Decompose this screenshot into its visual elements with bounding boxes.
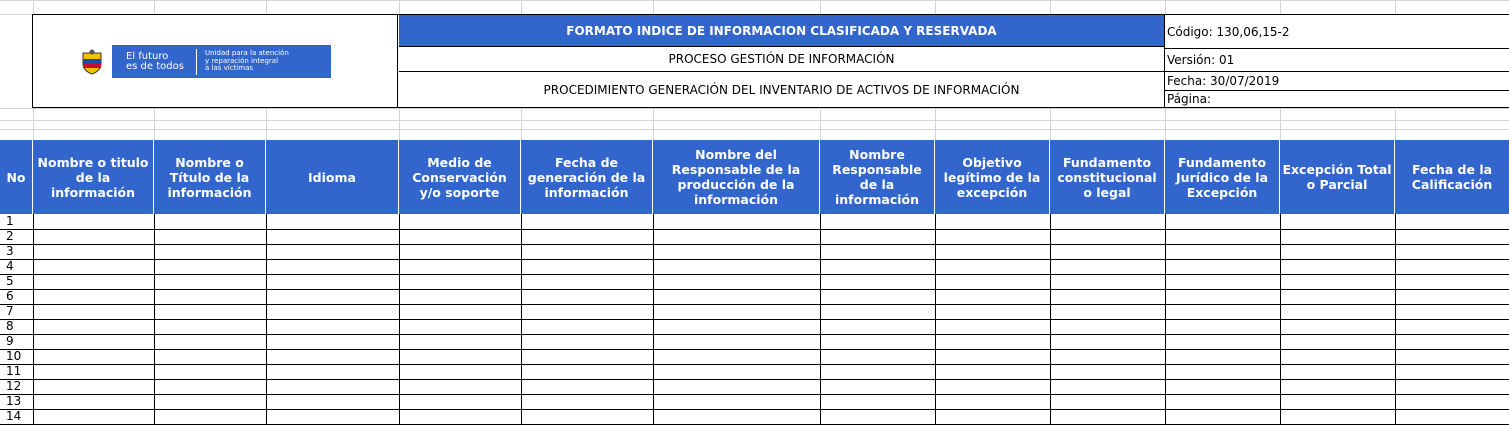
grid-row-line xyxy=(0,108,1509,109)
table-cell[interactable] xyxy=(399,394,521,409)
table-cell[interactable] xyxy=(1280,214,1395,229)
logo-text-line: a las víctimas xyxy=(205,64,254,73)
column-header-fecha-calificacion[interactable]: Fecha de la Calificación xyxy=(1395,140,1509,214)
column-header-nombre-titulo-2[interactable]: Nombre o Título de la información xyxy=(154,140,266,214)
table-cell[interactable] xyxy=(154,229,266,244)
table-cell[interactable] xyxy=(1165,229,1280,244)
table-cell[interactable] xyxy=(1395,274,1509,289)
table-cell[interactable] xyxy=(521,319,653,334)
grid-row-line xyxy=(0,120,1509,121)
table-cell[interactable] xyxy=(820,379,935,394)
table-cell[interactable] xyxy=(1280,319,1395,334)
table-cell[interactable] xyxy=(935,409,1050,424)
table-cell[interactable] xyxy=(1050,394,1165,409)
table-cell[interactable] xyxy=(1280,394,1395,409)
table-cell[interactable] xyxy=(266,334,399,349)
table-cell[interactable] xyxy=(820,394,935,409)
table-cell[interactable] xyxy=(1050,349,1165,364)
table-cell[interactable] xyxy=(154,274,266,289)
table-cell[interactable] xyxy=(1395,304,1509,319)
table-cell[interactable] xyxy=(33,409,154,424)
version-label: Versión: 01 xyxy=(1165,49,1509,72)
table-cell[interactable] xyxy=(1165,319,1280,334)
grid-row-line xyxy=(0,0,1509,1)
table-cell[interactable] xyxy=(1280,244,1395,259)
table-cell[interactable] xyxy=(935,319,1050,334)
table-cell[interactable] xyxy=(653,274,820,289)
table-column-border xyxy=(1050,214,1051,424)
table-cell[interactable] xyxy=(521,289,653,304)
table-cell[interactable] xyxy=(154,319,266,334)
row-number: 7 xyxy=(6,304,14,318)
table-cell[interactable] xyxy=(653,229,820,244)
table-cell[interactable] xyxy=(1165,334,1280,349)
row-number: 5 xyxy=(6,274,14,288)
table-cell[interactable] xyxy=(1050,334,1165,349)
table-cell[interactable] xyxy=(1165,394,1280,409)
table-cell[interactable] xyxy=(935,289,1050,304)
table-cell[interactable] xyxy=(1165,304,1280,319)
table-column-border xyxy=(1165,214,1166,424)
table-cell[interactable] xyxy=(1165,409,1280,424)
row-number: 10 xyxy=(6,349,22,363)
table-cell[interactable] xyxy=(1395,259,1509,274)
table-cell[interactable] xyxy=(266,319,399,334)
column-header-excepcion[interactable]: Excepción Total o Parcial xyxy=(1280,140,1395,214)
table-cell[interactable] xyxy=(521,334,653,349)
logo-text-line: Unidad para la atención xyxy=(205,49,289,58)
table-cell[interactable] xyxy=(1050,274,1165,289)
table-cell[interactable] xyxy=(935,244,1050,259)
logo-text-line: y reparación integral xyxy=(205,56,279,65)
table-cell[interactable] xyxy=(1395,229,1509,244)
table-cell[interactable] xyxy=(521,244,653,259)
table-cell[interactable] xyxy=(399,304,521,319)
table-column-border xyxy=(266,214,267,424)
table-cell[interactable] xyxy=(1395,394,1509,409)
table-column-border xyxy=(399,214,400,424)
table-cell[interactable] xyxy=(154,379,266,394)
table-cell[interactable] xyxy=(1165,244,1280,259)
table-cell[interactable] xyxy=(1050,409,1165,424)
table-cell[interactable] xyxy=(521,259,653,274)
table-cell[interactable] xyxy=(1280,349,1395,364)
column-header-fundamento-constitucional[interactable]: Fundamento constitucional o legal xyxy=(1050,140,1165,214)
table-cell[interactable] xyxy=(1165,274,1280,289)
table-column-border xyxy=(653,214,654,424)
table-cell[interactable] xyxy=(521,214,653,229)
table-cell[interactable] xyxy=(820,349,935,364)
table-cell[interactable] xyxy=(154,304,266,319)
table-cell[interactable] xyxy=(399,349,521,364)
table-cell[interactable] xyxy=(935,214,1050,229)
table-cell[interactable] xyxy=(1165,349,1280,364)
table-cell[interactable] xyxy=(399,409,521,424)
table-cell[interactable] xyxy=(820,274,935,289)
table-cell[interactable] xyxy=(521,304,653,319)
table-cell[interactable] xyxy=(1280,364,1395,379)
table-cell[interactable] xyxy=(33,364,154,379)
table-cell[interactable] xyxy=(33,334,154,349)
table-cell[interactable] xyxy=(820,409,935,424)
table-cell[interactable] xyxy=(33,379,154,394)
table-cell[interactable] xyxy=(399,214,521,229)
table-cell[interactable] xyxy=(1165,289,1280,304)
table-cell[interactable] xyxy=(266,364,399,379)
table-cell[interactable] xyxy=(266,379,399,394)
row-number: 2 xyxy=(6,229,14,243)
row-number: 1 xyxy=(6,214,14,228)
table-cell[interactable] xyxy=(1280,229,1395,244)
page-label: Página: xyxy=(1167,92,1212,106)
column-header-no[interactable]: No xyxy=(0,140,33,214)
table-cell[interactable] xyxy=(399,319,521,334)
table-cell[interactable] xyxy=(1165,214,1280,229)
table-column-border xyxy=(521,214,522,424)
table-cell[interactable] xyxy=(521,364,653,379)
table-cell[interactable] xyxy=(521,229,653,244)
table-cell[interactable] xyxy=(266,214,399,229)
table-cell[interactable] xyxy=(521,394,653,409)
row-number: 14 xyxy=(6,409,22,423)
colombia-shield-icon xyxy=(72,45,112,78)
table-cell[interactable] xyxy=(33,229,154,244)
table-cell[interactable] xyxy=(266,409,399,424)
table-cell[interactable] xyxy=(653,319,820,334)
row-number: 4 xyxy=(6,259,14,273)
table-cell[interactable] xyxy=(1280,274,1395,289)
column-header-responsable[interactable]: Nombre Responsable de la información xyxy=(820,140,935,214)
table-cell[interactable] xyxy=(33,274,154,289)
table-cell[interactable] xyxy=(1050,289,1165,304)
table-cell[interactable] xyxy=(521,349,653,364)
table-cell[interactable] xyxy=(935,379,1050,394)
table-cell[interactable] xyxy=(1395,319,1509,334)
table-column-border xyxy=(33,214,34,424)
table-cell[interactable] xyxy=(653,364,820,379)
code-label: Código: 130,06,15-2 xyxy=(1165,15,1509,49)
logo xyxy=(72,45,331,78)
table-cell[interactable] xyxy=(399,334,521,349)
table-cell[interactable] xyxy=(154,364,266,379)
table-cell[interactable] xyxy=(399,274,521,289)
table-cell[interactable] xyxy=(266,349,399,364)
table-cell[interactable] xyxy=(399,379,521,394)
table-cell[interactable] xyxy=(1280,289,1395,304)
table-cell[interactable] xyxy=(33,289,154,304)
table-cell[interactable] xyxy=(1165,379,1280,394)
table-cell[interactable] xyxy=(1050,229,1165,244)
table-cell[interactable] xyxy=(1050,304,1165,319)
table-cell[interactable] xyxy=(1165,259,1280,274)
logo-text-line: es de todos xyxy=(126,60,184,72)
table-cell[interactable] xyxy=(935,394,1050,409)
table-cell[interactable] xyxy=(935,349,1050,364)
table-cell[interactable] xyxy=(1050,319,1165,334)
table-cell[interactable] xyxy=(154,244,266,259)
table-cell[interactable] xyxy=(1280,379,1395,394)
table-cell[interactable] xyxy=(33,259,154,274)
table-cell[interactable] xyxy=(1280,409,1395,424)
process-name: PROCESO GESTIÓN DE INFORMACIÓN xyxy=(399,47,1164,72)
logo-text-line: El futuro xyxy=(126,50,169,62)
table-cell[interactable] xyxy=(935,274,1050,289)
table-cell[interactable] xyxy=(1395,289,1509,304)
column-header-medio[interactable]: Medio de Conservación y/o soporte xyxy=(399,140,521,214)
table-cell[interactable] xyxy=(935,259,1050,274)
table-cell[interactable] xyxy=(1280,304,1395,319)
table-cell[interactable] xyxy=(154,259,266,274)
table-cell[interactable] xyxy=(1165,364,1280,379)
table-cell[interactable] xyxy=(399,229,521,244)
row-number: 12 xyxy=(6,379,22,393)
table-cell[interactable] xyxy=(1395,379,1509,394)
table-cell[interactable] xyxy=(820,364,935,379)
table-cell[interactable] xyxy=(653,394,820,409)
table-cell[interactable] xyxy=(1050,214,1165,229)
table-cell[interactable] xyxy=(266,274,399,289)
table-cell[interactable] xyxy=(521,379,653,394)
table-cell[interactable] xyxy=(521,274,653,289)
table-cell[interactable] xyxy=(399,259,521,274)
table-cell[interactable] xyxy=(33,394,154,409)
table-cell[interactable] xyxy=(1395,244,1509,259)
table-cell[interactable] xyxy=(399,244,521,259)
table-cell[interactable] xyxy=(1395,364,1509,379)
row-number: 8 xyxy=(6,319,14,333)
table-cell[interactable] xyxy=(33,349,154,364)
table-cell[interactable] xyxy=(399,289,521,304)
table-cell[interactable] xyxy=(266,289,399,304)
table-cell[interactable] xyxy=(820,229,935,244)
column-header-responsable-produccion[interactable]: Nombre del Responsable de la producción de la información xyxy=(653,140,820,214)
table-cell[interactable] xyxy=(154,409,266,424)
table-cell[interactable] xyxy=(1280,334,1395,349)
table-cell[interactable] xyxy=(820,334,935,349)
table-cell[interactable] xyxy=(653,304,820,319)
table-cell[interactable] xyxy=(154,394,266,409)
table-cell[interactable] xyxy=(1050,244,1165,259)
table-cell[interactable] xyxy=(399,364,521,379)
column-header-fecha-generacion[interactable]: Fecha de generación de la información xyxy=(521,140,653,214)
table-cell[interactable] xyxy=(935,304,1050,319)
table-cell[interactable] xyxy=(653,244,820,259)
table-cell[interactable] xyxy=(1050,364,1165,379)
column-header-idioma[interactable]: Idioma xyxy=(266,140,399,214)
column-header-fundamento-juridico[interactable]: Fundamento Jurídico de la Excepción xyxy=(1165,140,1280,214)
table-cell[interactable] xyxy=(820,319,935,334)
date-label: Fecha: 30/07/2019 xyxy=(1165,72,1509,91)
table-column-border xyxy=(820,214,821,424)
logo-divider xyxy=(196,49,197,75)
table-cell[interactable] xyxy=(33,244,154,259)
row-number: 11 xyxy=(6,364,22,378)
procedure-name: PROCEDIMIENTO GENERACIÓN DEL INVENTARIO DE ACTIVOS DE INFORMACIÓN xyxy=(399,72,1164,107)
table-cell[interactable] xyxy=(935,334,1050,349)
table-cell[interactable] xyxy=(1050,259,1165,274)
table-cell[interactable] xyxy=(154,334,266,349)
form-title: FORMATO INDICE DE INFORMACION CLASIFICADA Y RESERVADA xyxy=(399,15,1164,47)
table-cell[interactable] xyxy=(1395,349,1509,364)
row-number: 13 xyxy=(6,394,22,408)
table-cell[interactable] xyxy=(820,304,935,319)
table-cell[interactable] xyxy=(154,214,266,229)
table-cell[interactable] xyxy=(521,409,653,424)
table-cell[interactable] xyxy=(935,229,1050,244)
table-cell[interactable] xyxy=(154,349,266,364)
grid-row-line xyxy=(0,129,1509,130)
table-cell[interactable] xyxy=(266,259,399,274)
table-cell[interactable] xyxy=(1395,214,1509,229)
table-cell[interactable] xyxy=(266,229,399,244)
table-cell[interactable] xyxy=(820,259,935,274)
table-cell[interactable] xyxy=(653,334,820,349)
table-cell[interactable] xyxy=(653,349,820,364)
row-number: 9 xyxy=(6,334,14,348)
row-number: 3 xyxy=(6,244,14,258)
table-cell[interactable] xyxy=(653,409,820,424)
table-cell[interactable] xyxy=(935,364,1050,379)
table-cell[interactable] xyxy=(1050,379,1165,394)
table-cell[interactable] xyxy=(820,214,935,229)
table-cell[interactable] xyxy=(1395,334,1509,349)
table-cell[interactable] xyxy=(653,289,820,304)
table-column-border xyxy=(1395,214,1396,424)
table-cell[interactable] xyxy=(820,244,935,259)
table-cell[interactable] xyxy=(33,304,154,319)
logo-right-text xyxy=(205,50,289,73)
table-cell[interactable] xyxy=(33,319,154,334)
table-cell[interactable] xyxy=(33,214,154,229)
table-cell[interactable] xyxy=(653,259,820,274)
column-header-objetivo[interactable]: Objetivo legítimo de la excepción xyxy=(935,140,1050,214)
logo-left-text xyxy=(112,52,196,72)
table-cell[interactable] xyxy=(154,289,266,304)
table-cell[interactable] xyxy=(820,289,935,304)
table-cell[interactable] xyxy=(1280,259,1395,274)
row-number: 6 xyxy=(6,289,14,303)
table-column-border xyxy=(935,214,936,424)
table-cell[interactable] xyxy=(266,394,399,409)
table-column-border xyxy=(1280,214,1281,424)
table-cell[interactable] xyxy=(653,214,820,229)
table-column-border xyxy=(154,214,155,424)
table-cell[interactable] xyxy=(1395,409,1509,424)
table-cell[interactable] xyxy=(266,244,399,259)
table-cell[interactable] xyxy=(266,304,399,319)
table-cell[interactable] xyxy=(653,379,820,394)
column-header-nombre-titulo[interactable]: Nombre o titulo de la información xyxy=(33,140,154,214)
